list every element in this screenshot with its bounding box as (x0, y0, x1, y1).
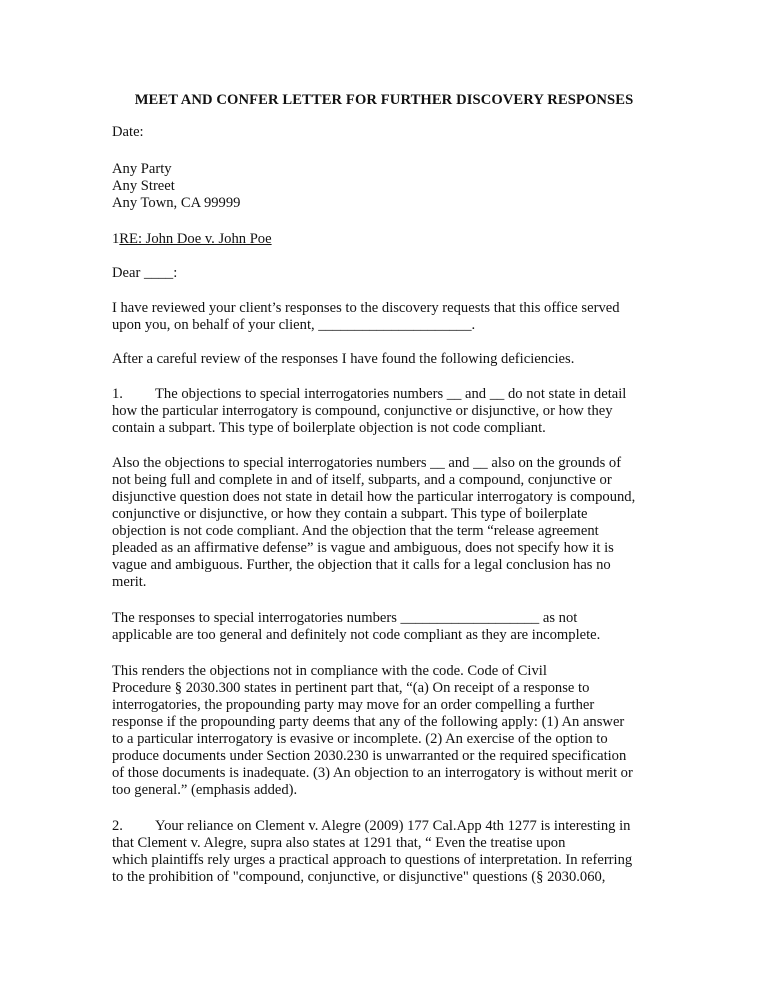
paragraph-deficiencies (112, 351, 660, 368)
para1-line-2: upon you, on behalf of your client, _____________________. (112, 317, 476, 333)
paragraph-review (112, 300, 660, 334)
para4-line-5: objection is not code compliant. And the objection that the term “release agreement (112, 523, 599, 539)
para6-line-3: interrogatories, the propounding party may move for an order compelling a further (112, 697, 595, 713)
para5-line-2: applicable are too general and definitely not code compliant as they are incomplete. (112, 627, 601, 643)
para7-number: 2. (112, 818, 123, 834)
paragraph-point-2 (112, 818, 660, 886)
para6-line-7: of those documents is inadequate. (3) An objection to an interrogatory is without merit or (112, 765, 633, 781)
re-prefix: 1 (112, 231, 120, 247)
address-line-3: Any Town, CA 99999 (112, 195, 241, 211)
para3-line-3: contain a subpart. This type of boilerplate objection is not code compliant. (112, 420, 546, 436)
re-line-text (112, 231, 660, 248)
para6-line-4: response if the propounding party deems that any of the following apply: (1) An answer (112, 714, 625, 730)
para6-line-1: This renders the objections not in compliance with the code. Code of Civil (112, 663, 547, 679)
para3-number: 1. (112, 386, 123, 402)
para5-line-1: The responses to special interrogatories numbers ___________________ as not (112, 610, 578, 626)
para4-line-4: conjunctive or disjunctive, or how they contain a subpart. This type of boilerplate (112, 506, 588, 522)
para4-line-6: pleaded as an affirmative defense” is vague and ambiguous, does not specify how it is (112, 540, 614, 556)
para6-line-8: too general.” (emphasis added). (112, 782, 298, 798)
salutation (112, 265, 660, 282)
para6-line-5: to a particular interrogatory is evasive or incomplete. (2) An exercise of the option to (112, 731, 608, 747)
address-line-2: Any Street (112, 178, 175, 194)
para4-line-8: merit. (112, 574, 147, 590)
para4-line-1: Also the objections to special interrogatories numbers __ and __ also on the grounds of (112, 455, 622, 471)
para4-line-2: not being full and complete in and of itself, subparts, and a compound, conjunctive or (112, 472, 612, 488)
address-block (112, 161, 660, 212)
para7-line-3: which plaintiffs rely urges a practical approach to questions of interpretation. In referring (112, 852, 633, 868)
para6-line-2: Procedure § 2030.300 states in pertinent part that, “(a) On receipt of a response to (112, 680, 590, 696)
paragraph-objections (112, 455, 660, 591)
para4-line-7: vague and ambiguous. Further, the objection that it calls for a legal conclusion has no (112, 557, 611, 573)
para1-line-1: I have reviewed your client’s responses to the discovery requests that this office served (112, 300, 620, 316)
para3-line-1 (112, 386, 660, 403)
para7-line-4: to the prohibition of "compound, conjunctive, or disjunctive" questions (§ 2030.060, (112, 869, 606, 885)
para3-line-1-text: The objections to special interrogatories numbers __ and __ do not state in detail (155, 386, 627, 402)
document-title: MEET AND CONFER LETTER FOR FURTHER DISCOVERY RESPONSES (134, 92, 634, 108)
para7-line-1 (112, 818, 660, 835)
para7-line-1-text: Your reliance on Clement v. Alegre (2009) 177 Cal.App 4th 1277 is interesting in (155, 818, 631, 834)
paragraph-code-compliance (112, 663, 660, 799)
para3-line-2: how the particular interrogatory is compound, conjunctive or disjunctive, or how they (112, 403, 613, 419)
para2-line-1: After a careful review of the responses I have found the following deficiencies. (112, 351, 575, 367)
para6-line-6: produce documents under Section 2030.230 is unwarranted or the required specification (112, 748, 627, 764)
date-label: Date: (112, 124, 144, 140)
re-case-caption: RE: John Doe v. John Poe (119, 231, 272, 247)
paragraph-point-1 (112, 386, 660, 437)
re-line (112, 231, 660, 248)
salutation-text: Dear ____: (112, 265, 178, 281)
paragraph-responses (112, 610, 660, 644)
para4-line-3: disjunctive question does not state in detail how the particular interrogatory is compound, (112, 489, 636, 505)
para7-line-2: that Clement v. Alegre, supra also states at 1291 that, “ Even the treatise upon (112, 835, 566, 851)
date-line (112, 124, 660, 141)
address-line-1: Any Party (112, 161, 172, 177)
